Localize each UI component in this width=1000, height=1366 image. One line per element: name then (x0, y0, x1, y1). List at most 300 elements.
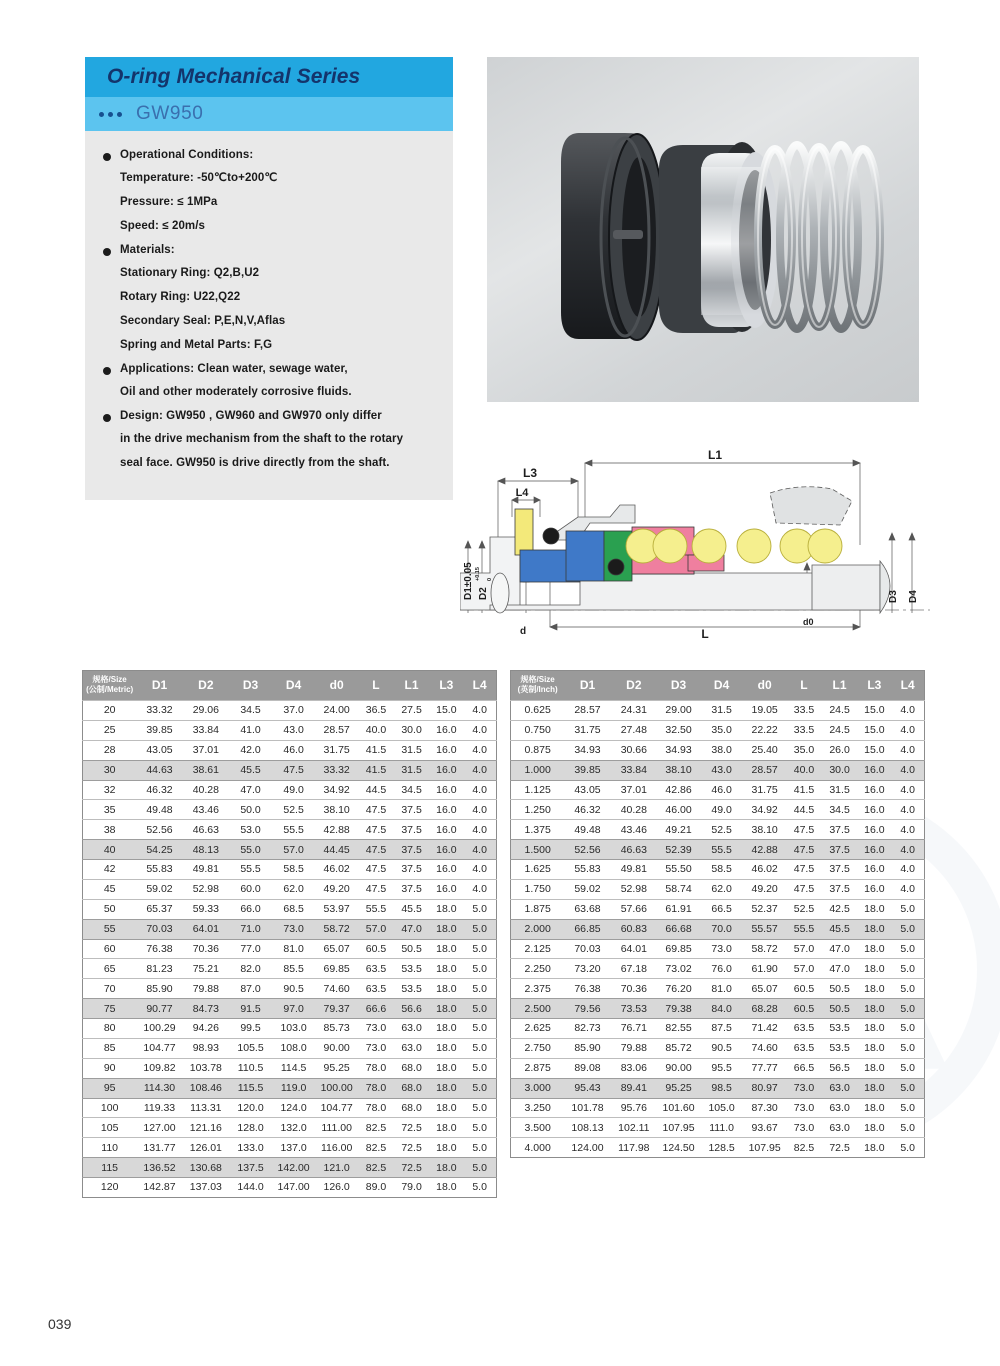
technical-drawing (460, 445, 930, 640)
table-row (511, 1038, 925, 1058)
cell-d0: 22.22 (743, 720, 786, 740)
cell-size: 2.375 (511, 979, 565, 999)
cell-size: 60 (83, 939, 137, 959)
cell-d1: 43.05 (564, 780, 610, 800)
cell-d4: 70.0 (700, 919, 743, 939)
cell-l1: 27.5 (394, 701, 430, 721)
cell-l1: 34.5 (394, 780, 430, 800)
cell-l: 82.5 (358, 1158, 394, 1178)
cell-l: 41.5 (786, 780, 822, 800)
cell-d2: 76.71 (611, 1019, 657, 1039)
cell-l4: 5.0 (463, 919, 496, 939)
cell-l1: 50.5 (394, 939, 430, 959)
cell-d1: 101.78 (564, 1098, 610, 1118)
cell-d4: 46.0 (700, 780, 743, 800)
cell-d3: 50.0 (229, 800, 272, 820)
cell-l: 82.5 (358, 1138, 394, 1158)
spec-heading: Design: GW950 , GW960 and GW970 only differ (120, 410, 382, 422)
table-row (511, 999, 925, 1019)
table-row (83, 1019, 497, 1039)
cell-l: 33.5 (786, 720, 822, 740)
cell-l4: 4.0 (891, 760, 924, 780)
cell-d1: 119.33 (136, 1098, 182, 1118)
cell-size: 20 (83, 701, 137, 721)
cell-l4: 5.0 (463, 1038, 496, 1058)
cell-d4: 87.5 (700, 1019, 743, 1039)
cell-l1: 53.5 (394, 979, 430, 999)
cell-size: 45 (83, 879, 137, 899)
cell-d1: 104.77 (136, 1038, 182, 1058)
cell-l3: 18.0 (857, 1118, 891, 1138)
cell-d0: 42.88 (743, 840, 786, 860)
model-bar (85, 97, 453, 131)
cell-d4: 66.5 (700, 899, 743, 919)
cell-d3: 99.5 (229, 1019, 272, 1039)
cell-d1: 76.38 (136, 939, 182, 959)
cell-d2: 95.76 (611, 1098, 657, 1118)
cell-l: 60.5 (786, 979, 822, 999)
cell-d4: 81.0 (700, 979, 743, 999)
table-row (83, 1118, 497, 1138)
cell-d1: 95.43 (564, 1078, 610, 1098)
table-row (83, 820, 497, 840)
cell-d0: 34.92 (743, 800, 786, 820)
header-d2: D2 (611, 671, 657, 701)
cell-d3: 133.0 (229, 1138, 272, 1158)
cell-l: 73.0 (786, 1078, 822, 1098)
cell-d0: 65.07 (743, 979, 786, 999)
header-l: L (358, 671, 394, 701)
cell-size: 1.000 (511, 760, 565, 780)
cell-d1: 85.90 (564, 1038, 610, 1058)
cell-size: 3.500 (511, 1118, 565, 1138)
cell-l3: 18.0 (429, 1019, 463, 1039)
cell-d3: 82.0 (229, 959, 272, 979)
cell-l4: 5.0 (463, 1138, 496, 1158)
cell-l3: 18.0 (857, 919, 891, 939)
cell-l3: 16.0 (429, 720, 463, 740)
cell-d2: 30.66 (611, 740, 657, 760)
cell-l3: 18.0 (429, 939, 463, 959)
table-row (83, 701, 497, 721)
cell-d0: 31.75 (743, 780, 786, 800)
cell-l: 55.5 (358, 899, 394, 919)
table-row (511, 800, 925, 820)
cell-d4: 137.0 (272, 1138, 315, 1158)
cell-l4: 5.0 (891, 919, 924, 939)
cell-l: 78.0 (358, 1098, 394, 1118)
cell-d2: 70.36 (183, 939, 229, 959)
header-d4: D4 (272, 671, 315, 701)
header-d1: D1 (564, 671, 610, 701)
cell-d1: 55.83 (136, 860, 182, 880)
spec-line: Pressure: ≤ 1MPa (120, 196, 218, 208)
cell-size: 110 (83, 1138, 137, 1158)
cell-l4: 5.0 (891, 1038, 924, 1058)
cell-size: 85 (83, 1038, 137, 1058)
table-row (83, 959, 497, 979)
part-spring-coils (626, 529, 842, 563)
cell-d0: 95.25 (315, 1058, 358, 1078)
cell-l3: 18.0 (857, 899, 891, 919)
metric-table-body (83, 701, 497, 1198)
cell-size: 1.125 (511, 780, 565, 800)
cell-l: 47.5 (358, 820, 394, 840)
cell-d1: 127.00 (136, 1118, 182, 1138)
cell-l4: 5.0 (463, 999, 496, 1019)
cell-l1: 31.5 (394, 740, 430, 760)
label-d0: d0 (803, 617, 814, 627)
table-row (83, 919, 497, 939)
cell-l3: 16.0 (857, 860, 891, 880)
cell-l1: 63.0 (822, 1098, 858, 1118)
cell-d3: 34.93 (657, 740, 700, 760)
cell-l3: 16.0 (857, 840, 891, 860)
cell-l3: 18.0 (857, 1138, 891, 1158)
cell-l4: 4.0 (463, 820, 496, 840)
cell-d0: 100.00 (315, 1078, 358, 1098)
cell-d3: 42.0 (229, 740, 272, 760)
cell-l1: 63.0 (394, 1019, 430, 1039)
cell-d0: 34.92 (315, 780, 358, 800)
cell-d1: 43.05 (136, 740, 182, 760)
series-title-bar (85, 57, 453, 97)
table-row (511, 959, 925, 979)
cell-l1: 56.5 (822, 1058, 858, 1078)
cell-l3: 18.0 (429, 1078, 463, 1098)
cell-l3: 15.0 (857, 740, 891, 760)
cell-l: 73.0 (358, 1019, 394, 1039)
cell-d3: 45.5 (229, 760, 272, 780)
coil-spring (758, 145, 880, 329)
cell-l: 47.5 (358, 840, 394, 860)
cell-d3: 66.68 (657, 919, 700, 939)
header-d2: D2 (183, 671, 229, 701)
cell-d4: 46.0 (272, 740, 315, 760)
cell-l: 66.6 (358, 999, 394, 1019)
cell-d1: 100.29 (136, 1019, 182, 1039)
cell-d2: 113.31 (183, 1098, 229, 1118)
cell-l4: 5.0 (463, 1158, 496, 1178)
cell-l3: 18.0 (857, 1098, 891, 1118)
cell-d2: 84.73 (183, 999, 229, 1019)
cell-l1: 53.5 (822, 1038, 858, 1058)
cell-d4: 49.0 (272, 780, 315, 800)
cell-d0: 46.02 (315, 860, 358, 880)
cell-l4: 5.0 (891, 1058, 924, 1078)
cell-size: 55 (83, 919, 137, 939)
header-l1: L1 (394, 671, 430, 701)
cell-l1: 53.5 (394, 959, 430, 979)
table-row (511, 780, 925, 800)
cell-size: 70 (83, 979, 137, 999)
table-row (83, 939, 497, 959)
cell-d4: 114.5 (272, 1058, 315, 1078)
header-l4: L4 (891, 671, 924, 701)
cell-l1: 37.5 (822, 860, 858, 880)
cell-l: 82.5 (358, 1118, 394, 1138)
cell-d1: 136.52 (136, 1158, 182, 1178)
cell-l: 40.0 (786, 760, 822, 780)
cell-l3: 18.0 (857, 1019, 891, 1039)
cell-d3: 107.95 (657, 1118, 700, 1138)
cell-l4: 5.0 (891, 959, 924, 979)
cell-d1: 63.68 (564, 899, 610, 919)
cell-l3: 16.0 (857, 760, 891, 780)
label-l4: L4 (515, 487, 529, 499)
cell-l: 47.5 (786, 840, 822, 860)
cell-d3: 53.0 (229, 820, 272, 840)
cell-d2: 83.06 (611, 1058, 657, 1078)
cell-d3: 42.86 (657, 780, 700, 800)
cell-d4: 35.0 (700, 720, 743, 740)
header-l4: L4 (463, 671, 496, 701)
cell-l4: 4.0 (891, 840, 924, 860)
cell-l4: 5.0 (891, 1098, 924, 1118)
cell-d2: 49.81 (611, 860, 657, 880)
cell-d4: 68.5 (272, 899, 315, 919)
cell-d0: 33.32 (315, 760, 358, 780)
cell-d4: 73.0 (272, 919, 315, 939)
cell-d1: 52.56 (564, 840, 610, 860)
cell-d0: 107.95 (743, 1138, 786, 1158)
cell-l1: 72.5 (822, 1138, 858, 1158)
cell-d0: 38.10 (315, 800, 358, 820)
spec-heading-row (101, 148, 435, 163)
spec-line: in the drive mechanism from the shaft to the rotary (120, 433, 404, 445)
cell-d4: 85.5 (272, 959, 315, 979)
cell-l1: 26.0 (822, 740, 858, 760)
cell-l: 78.0 (358, 1058, 394, 1078)
label-d2-tol-upper: +0.15 (475, 567, 481, 581)
cell-l4: 5.0 (463, 959, 496, 979)
product-photo (487, 57, 919, 402)
cell-l3: 18.0 (429, 1098, 463, 1118)
label-d2: D2 (478, 587, 489, 600)
cell-d1: 28.57 (564, 701, 610, 721)
cell-d1: 59.02 (136, 879, 182, 899)
cell-l3: 18.0 (429, 1118, 463, 1138)
cell-d1: 109.82 (136, 1058, 182, 1078)
header-d4: D4 (700, 671, 743, 701)
table-row (83, 800, 497, 820)
bullet-icon (103, 367, 111, 375)
cell-d3: 66.0 (229, 899, 272, 919)
cell-d0: 74.60 (315, 979, 358, 999)
cell-d4: 90.5 (700, 1038, 743, 1058)
cell-d3: 49.21 (657, 820, 700, 840)
cell-l1: 37.5 (394, 800, 430, 820)
cell-l: 44.5 (358, 780, 394, 800)
cell-d3: 71.0 (229, 919, 272, 939)
cell-l3: 18.0 (429, 999, 463, 1019)
cell-l3: 18.0 (857, 999, 891, 1019)
spec-heading: Operational Conditions: (120, 149, 254, 161)
table-row (83, 840, 497, 860)
cell-d2: 46.63 (611, 840, 657, 860)
cell-l1: 42.5 (822, 899, 858, 919)
cell-l4: 4.0 (891, 720, 924, 740)
cell-l1: 34.5 (822, 800, 858, 820)
cell-d1: 49.48 (136, 800, 182, 820)
cell-d4: 108.0 (272, 1038, 315, 1058)
cell-l1: 79.0 (394, 1178, 430, 1198)
cell-d4: 124.0 (272, 1098, 315, 1118)
cell-size: 42 (83, 860, 137, 880)
cell-d1: 66.85 (564, 919, 610, 939)
cell-l: 47.5 (358, 800, 394, 820)
cell-d1: 39.85 (136, 720, 182, 740)
cell-size: 28 (83, 740, 137, 760)
cell-d2: 108.46 (183, 1078, 229, 1098)
cell-size: 3.000 (511, 1078, 565, 1098)
cell-l: 73.0 (786, 1098, 822, 1118)
cell-d3: 34.5 (229, 701, 272, 721)
cell-d3: 55.50 (657, 860, 700, 880)
cell-d2: 40.28 (611, 800, 657, 820)
cell-d3: 105.5 (229, 1038, 272, 1058)
cell-d3: 47.0 (229, 780, 272, 800)
cell-l1: 50.5 (822, 999, 858, 1019)
cell-d0: 53.97 (315, 899, 358, 919)
cell-d4: 58.5 (700, 860, 743, 880)
table-header-row (511, 671, 925, 701)
cell-d2: 33.84 (183, 720, 229, 740)
cell-l4: 4.0 (891, 820, 924, 840)
cell-l3: 16.0 (429, 860, 463, 880)
part-oring (608, 559, 624, 575)
cell-d4: 95.5 (700, 1058, 743, 1078)
cell-l1: 68.0 (394, 1058, 430, 1078)
cell-size: 30 (83, 760, 137, 780)
cell-l4: 4.0 (463, 740, 496, 760)
cell-d1: 54.25 (136, 840, 182, 860)
cell-d3: 32.50 (657, 720, 700, 740)
table-row (511, 740, 925, 760)
cell-l4: 4.0 (891, 701, 924, 721)
cell-d3: 101.60 (657, 1098, 700, 1118)
inch-table-body (511, 701, 925, 1158)
cell-d3: 77.0 (229, 939, 272, 959)
cell-l3: 18.0 (429, 1058, 463, 1078)
mechanical-seal-illustration (487, 57, 919, 402)
cell-l4: 4.0 (463, 720, 496, 740)
cell-l1: 63.0 (822, 1078, 858, 1098)
cell-d1: 114.30 (136, 1078, 182, 1098)
cell-d2: 49.81 (183, 860, 229, 880)
spec-line: Oil and other moderately corrosive fluids. (120, 386, 352, 398)
cell-d0: 77.77 (743, 1058, 786, 1078)
table-row (83, 1058, 497, 1078)
table-row (83, 1098, 497, 1118)
spec-line: Speed: ≤ 20m/s (120, 220, 206, 232)
cell-d2: 73.53 (611, 999, 657, 1019)
inch-table-container (510, 670, 925, 1158)
cell-l4: 5.0 (463, 939, 496, 959)
cell-d2: 94.26 (183, 1019, 229, 1039)
cell-l: 63.5 (358, 959, 394, 979)
cell-d2: 67.18 (611, 959, 657, 979)
cell-d1: 124.00 (564, 1138, 610, 1158)
cell-d3: 73.02 (657, 959, 700, 979)
cell-d0: 61.90 (743, 959, 786, 979)
cell-d3: 95.25 (657, 1078, 700, 1098)
spec-heading: Applications: Clean water, sewage water, (120, 363, 348, 375)
cell-l4: 4.0 (463, 760, 496, 780)
cell-d2: 64.01 (611, 939, 657, 959)
cell-size: 25 (83, 720, 137, 740)
cell-d3: 82.55 (657, 1019, 700, 1039)
cell-l4: 5.0 (463, 1078, 496, 1098)
cell-l4: 5.0 (891, 1118, 924, 1138)
spec-group-operational (101, 148, 435, 234)
cell-size: 2.750 (511, 1038, 565, 1058)
table-row (83, 760, 497, 780)
cell-size: 80 (83, 1019, 137, 1039)
header-d3: D3 (657, 671, 700, 701)
cell-d3: 52.39 (657, 840, 700, 860)
cell-d3: 79.38 (657, 999, 700, 1019)
spec-line: Temperature: -50℃to+200℃ (120, 172, 278, 184)
cell-l1: 30.0 (822, 760, 858, 780)
cell-d1: 85.90 (136, 979, 182, 999)
cell-l: 47.5 (786, 879, 822, 899)
cell-l4: 5.0 (463, 1098, 496, 1118)
cell-size: 0.625 (511, 701, 565, 721)
cell-l: 47.5 (358, 879, 394, 899)
table-header-row (83, 671, 497, 701)
cell-l1: 37.5 (394, 879, 430, 899)
cell-d4: 52.5 (700, 820, 743, 840)
cell-d4: 97.0 (272, 999, 315, 1019)
header-l3: L3 (429, 671, 463, 701)
bullet-icon (103, 414, 111, 422)
cell-l: 44.5 (786, 800, 822, 820)
spec-heading: Materials: (120, 244, 175, 256)
cell-l3: 18.0 (429, 1138, 463, 1158)
cell-d0: 49.20 (743, 879, 786, 899)
metric-dimension-table (82, 670, 497, 1198)
label-d1: D1±0.05 (463, 562, 474, 600)
cell-l4: 5.0 (891, 999, 924, 1019)
cell-l3: 16.0 (429, 780, 463, 800)
cell-d4: 57.0 (272, 840, 315, 860)
cell-d4: 90.5 (272, 979, 315, 999)
cell-d4: 105.0 (700, 1098, 743, 1118)
cell-l3: 18.0 (857, 959, 891, 979)
cell-d1: 46.32 (136, 780, 182, 800)
cell-d0: 74.60 (743, 1038, 786, 1058)
cell-l: 47.5 (786, 820, 822, 840)
cell-l1: 24.5 (822, 701, 858, 721)
cell-l3: 18.0 (429, 959, 463, 979)
cell-l: 78.0 (358, 1078, 394, 1098)
header-size-line2: (公制/Metric) (86, 685, 134, 694)
table-row (511, 899, 925, 919)
table-row (83, 979, 497, 999)
cell-d4: 103.0 (272, 1019, 315, 1039)
cell-d3: 128.0 (229, 1118, 272, 1138)
metric-table-container (82, 670, 497, 1198)
cell-l3: 16.0 (857, 800, 891, 820)
cell-l3: 18.0 (429, 1178, 463, 1198)
cell-d4: 49.0 (700, 800, 743, 820)
cell-l3: 18.0 (429, 899, 463, 919)
cell-size: 1.500 (511, 840, 565, 860)
cell-l: 35.0 (786, 740, 822, 760)
cell-d0: 46.02 (743, 860, 786, 880)
cell-l3: 16.0 (429, 740, 463, 760)
